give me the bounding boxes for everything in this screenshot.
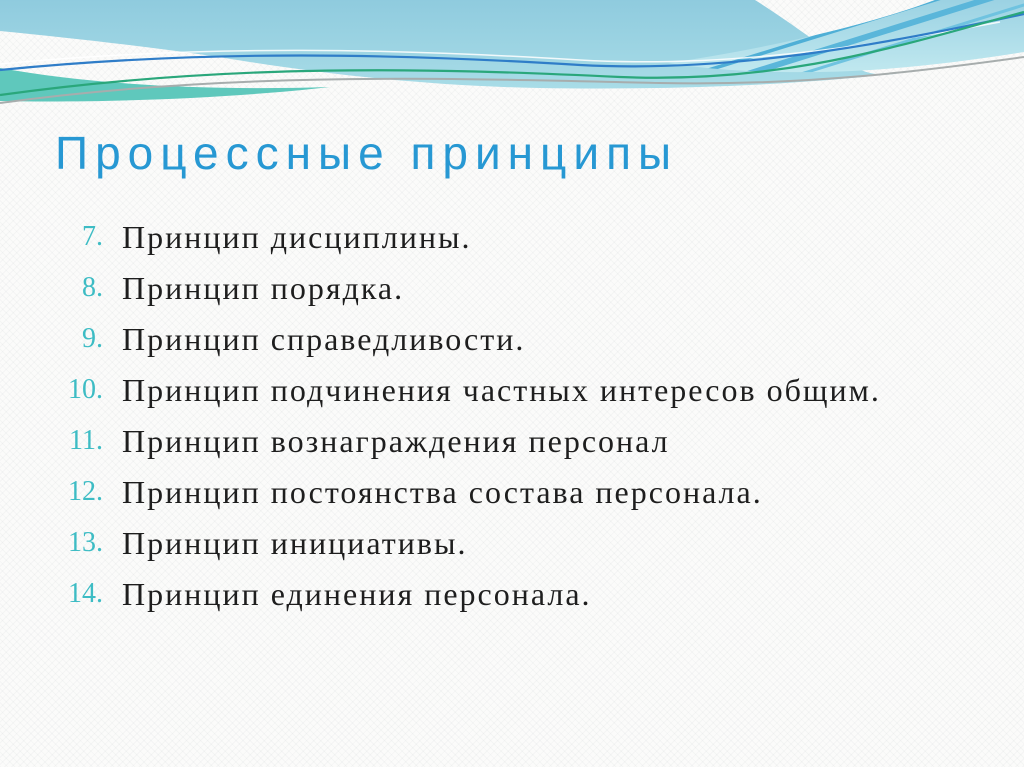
list-item [48, 520, 948, 566]
slide-title: Процессные принципы [55, 127, 679, 179]
list-item [48, 214, 948, 260]
list-item-text: Принцип постоянства состава персонала. [122, 474, 763, 510]
list-item-number: 14. [68, 578, 103, 609]
list-item [48, 469, 948, 515]
list-item-number: 13. [68, 527, 103, 558]
list-item-text: Принцип единения персонала. [122, 576, 592, 612]
list-item-number: 8. [82, 272, 103, 303]
list-item [48, 316, 948, 362]
list-item-number: 10. [68, 374, 103, 405]
list-item-text: Принцип вознаграждения персонал [122, 423, 670, 459]
list-item-text: Принцип порядка. [122, 270, 405, 306]
list-item-text: Принцип подчинения частных интересов общим. [122, 372, 881, 408]
list-item [48, 265, 948, 311]
list-item [48, 571, 948, 617]
list-item-number: 11. [69, 425, 103, 456]
list-item-number: 9. [82, 323, 103, 354]
list-item-text: Принцип инициативы. [122, 525, 468, 561]
list-item [48, 367, 948, 413]
list-item-number: 12. [68, 476, 103, 507]
principles-list [48, 214, 948, 622]
list-item-text: Принцип дисциплины. [122, 219, 472, 255]
list-item [48, 418, 948, 464]
list-item-text: Принцип справедливости. [122, 321, 526, 357]
list-item-number: 7. [82, 221, 103, 252]
banner-main-band [0, 0, 900, 88]
